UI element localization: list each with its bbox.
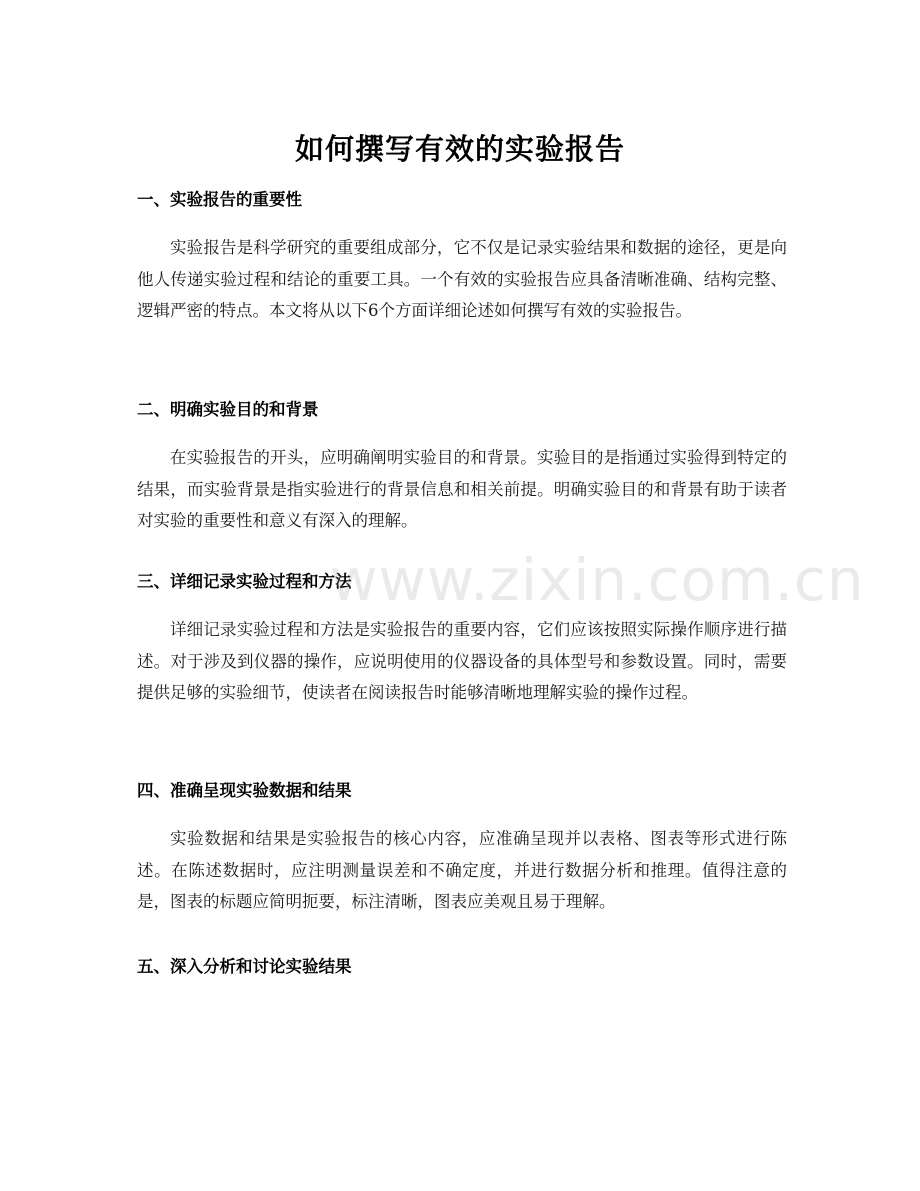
section-data-results — [137, 779, 787, 918]
watermark-text: www.zixin.com.cn — [330, 546, 865, 614]
section-heading: 一、实验报告的重要性 — [137, 190, 302, 209]
section-heading: 五、深入分析和讨论实验结果 — [137, 957, 352, 976]
document-title: 如何撰写有效的实验报告 — [294, 132, 625, 167]
section-body: 实验数据和结果是实验报告的核心内容，应准确呈现并以表格、图表等形式进行陈述。在陈述数据时，应注明测量误差和不确定度，并进行数据分析和推理。值得注意的是，图表的标题应简明扼要，标注清晰，图表应美观且易于理解。 — [137, 829, 787, 911]
section-body: 实验报告是科学研究的重要组成部分，它不仅是记录实验结果和数据的途径，更是向他人传递实验过程和结论的重要工具。一个有效的实验报告应具备清晰准确、结构完整、逻辑严密的特点。本文将从以下6个方面详细论述如何撰写有效的实验报告。 — [137, 238, 787, 320]
section-heading: 三、详细记录实验过程和方法 — [137, 572, 352, 591]
section-heading: 二、明确实验目的和背景 — [137, 400, 319, 419]
section-purpose-background — [137, 398, 787, 537]
section-process-method — [137, 570, 787, 709]
section-body: 在实验报告的开头，应明确阐明实验目的和背景。实验目的是指通过实验得到特定的结果，而实验背景是指实验进行的背景信息和相关前提。明确实验目的和背景有助于读者对实验的重要性和意义有深入的理解。 — [137, 448, 787, 530]
section-analysis-discussion — [137, 955, 787, 979]
section-importance — [137, 188, 787, 327]
section-body: 详细记录实验过程和方法是实验报告的重要内容，它们应该按照实际操作顺序进行描述。对于涉及到仪器的操作，应说明使用的仪器设备的具体型号和参数设置。同时，需要提供足够的实验细节，使读者在阅读报告时能够清晰地理解实验的操作过程。 — [137, 620, 787, 702]
section-heading: 四、准确呈现实验数据和结果 — [137, 781, 352, 800]
